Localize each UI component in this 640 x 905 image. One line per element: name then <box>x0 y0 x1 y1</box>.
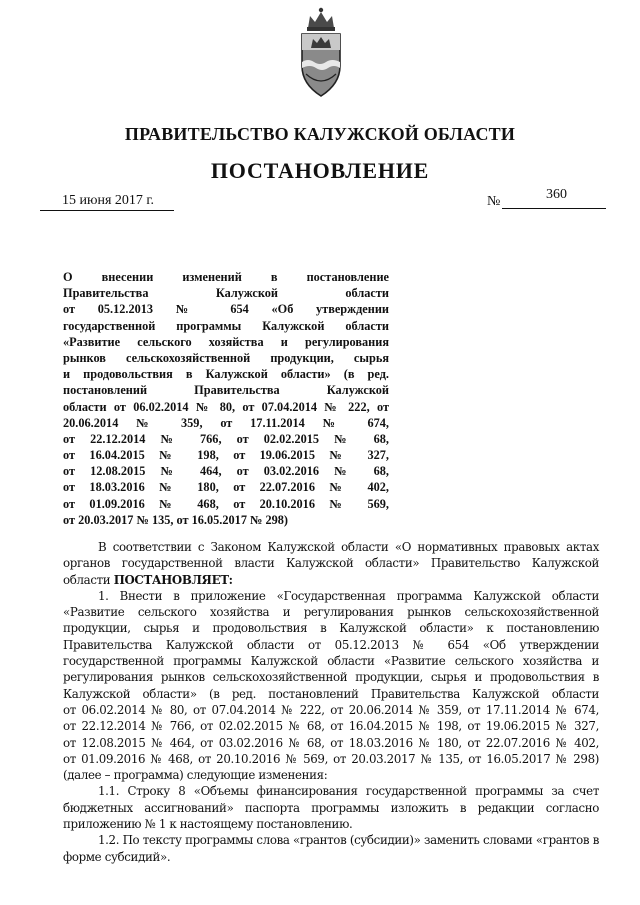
body-line: приложению № 1 к настоящему постановлению. <box>63 817 353 832</box>
body-line: В соответствии с Законом Калужской области «О нормативных правовых актах <box>98 540 599 554</box>
document-body <box>63 539 599 865</box>
document-kind-title: ПОСТАНОВЛЕНИЕ <box>210 158 430 183</box>
subject-line: от 20.03.2017 № 135, от 16.05.2017 № 298) <box>63 512 289 527</box>
body-line <box>63 572 599 588</box>
subject-line: постановлений Правительства Калужской <box>63 383 389 398</box>
body-line: регулирования рынков сельскохозяйственной продукции, сырья и продовольствия в <box>63 670 599 685</box>
subject-line: государственной программы Калужской области <box>63 318 389 333</box>
document-date: 15 июня 2017 г. <box>62 193 155 208</box>
subject-line: рынков сельскохозяйственной продукции, сырья <box>63 350 389 365</box>
body-line: форме субсидий». <box>63 849 171 864</box>
body-line: государственной программы Калужской области «Развитие сельского хозяйства и <box>63 654 599 669</box>
body-line: 1.1. Строку 8 «Объемы финансирования государственной программы за счет <box>98 784 599 799</box>
body-line: продукции, сырья и продовольствия в Калужской области» к постановлению <box>63 621 599 636</box>
subject-line: области от 06.02.2014 № 80, от 07.04.2014 № 222, от <box>63 399 389 414</box>
subject-line: О внесении изменений в постановление <box>63 270 389 284</box>
body-line: от 22.12.2014 № 766, от 02.02.2015 № 68, от 16.04.2015 № 198, от 19.06.2015 № 327, <box>63 719 599 734</box>
date-underline <box>40 210 174 211</box>
body-text: области <box>63 572 114 587</box>
subject-line: от 01.09.2016 № 468, от 20.10.2016 № 569, <box>63 496 389 511</box>
body-line: Правительства Калужской области от 05.12.2013 № 654 «Об утверждении <box>63 637 599 652</box>
government-title: ПРАВИТЕЛЬСТВО КАЛУЖСКОЙ ОБЛАСТИ <box>124 124 516 144</box>
coat-of-arms-emblem <box>296 4 346 102</box>
number-underline <box>502 208 606 209</box>
subject-line: от 22.12.2014 № 766, от 02.02.2015 № 68, <box>63 431 389 446</box>
body-line: 1.2. По тексту программы слова «грантов (субсидии)» заменить словами «грантов в <box>98 833 599 848</box>
subject-line: 20.06.2014 № 359, от 17.11.2014 № 674, <box>63 415 389 430</box>
subject-line: «Развитие сельского хозяйства и регулирования <box>63 334 389 349</box>
subject-line: от 12.08.2015 № 464, от 03.02.2016 № 68, <box>63 464 389 479</box>
body-line: от 06.02.2014 № 80, от 07.04.2014 № 222, от 20.06.2014 № 359, от 17.11.2014 № 674, <box>63 702 599 717</box>
body-line: (далее – программа) следующие изменения: <box>63 768 328 783</box>
subject-line: и продовольствия в Калужской области» (в ред. <box>63 367 389 382</box>
body-line: от 12.08.2015 № 464, от 03.02.2016 № 68, от 18.03.2016 № 180, от 22.07.2016 № 402, <box>63 735 599 750</box>
number-label: № <box>487 194 501 209</box>
document-number: 360 <box>546 187 567 202</box>
subject-line: от 16.04.2015 № 198, от 19.06.2015 № 327, <box>63 448 389 463</box>
subject-line: от 18.03.2016 № 180, от 22.07.2016 № 402, <box>63 480 389 495</box>
body-line: бюджетных ассигнований» паспорта программы изложить в редакции согласно <box>63 800 599 815</box>
subject-line: от 05.12.2013 № 654 «Об утверждении <box>63 302 389 317</box>
subject-line: Правительства Калужской области <box>63 286 389 301</box>
resolves-keyword: ПОСТАНОВЛЯЕТ: <box>113 572 233 587</box>
document-subject <box>63 269 389 528</box>
body-line: «Развитие сельского хозяйства и регулирования рынков сельскохозяйственной <box>63 605 599 620</box>
body-line: от 01.09.2016 № 468, от 20.10.2016 № 569, от 20.03.2017 № 135, от 16.05.2017 № 298) <box>63 751 599 766</box>
body-line: 1. Внести в приложение «Государственная программа Калужской области <box>98 588 599 603</box>
body-line: органов государственной власти Калужской области» Правительство Калужской <box>63 556 599 571</box>
body-line: Калужской области» (в ред. постановлений Правительства Калужской области <box>63 686 599 701</box>
